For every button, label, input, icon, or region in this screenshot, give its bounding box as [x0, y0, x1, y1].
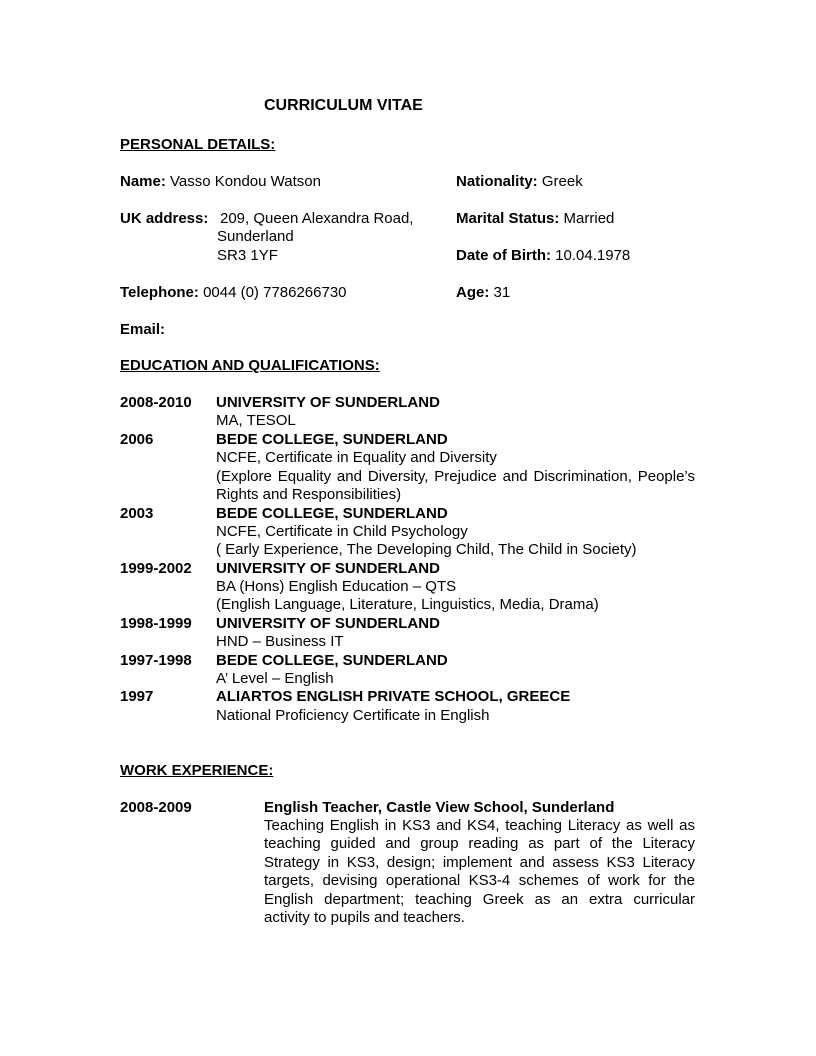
edu-detail: A’ Level – English	[216, 670, 334, 687]
edu-detail: (English Language, Literature, Linguistics, Media, Drama)	[216, 596, 599, 613]
dob-label: Date of Birth:	[456, 247, 551, 264]
edu-detail: MA, TESOL	[216, 412, 296, 429]
edu-school: UNIVERSITY OF SUNDERLAND	[216, 394, 440, 411]
telephone-label: Telephone:	[120, 284, 199, 301]
edu-detail: NCFE, Certificate in Child Psychology	[216, 523, 468, 540]
edu-detail: NCFE, Certificate in Equality and Diversity	[216, 449, 497, 466]
email-label: Email:	[120, 321, 166, 338]
work-year: 2008-2009	[120, 799, 192, 816]
edu-school: BEDE COLLEGE, SUNDERLAND	[216, 431, 448, 448]
edu-year: 1998-1999	[120, 615, 192, 632]
dob-row	[456, 247, 630, 265]
age-label: Age:	[456, 284, 490, 301]
edu-detail: HND – Business IT	[216, 633, 344, 650]
dob-value: 10.04.1978	[555, 247, 631, 264]
work-role: English Teacher, Castle View School, Sunderland	[264, 799, 615, 816]
marital-value: Married	[563, 210, 615, 227]
address-line-3: SR3 1YF	[217, 247, 278, 264]
age-row	[456, 284, 510, 302]
edu-detail: (Explore Equality and Diversity, Prejudice and Discrimination, People’s Rights and Responsibilities)	[216, 468, 695, 503]
address-line-1: 209, Queen Alexandra Road,	[220, 210, 414, 227]
edu-school: BEDE COLLEGE, SUNDERLAND	[216, 505, 448, 522]
nationality-label: Nationality:	[456, 173, 538, 190]
age-value: 31	[493, 284, 511, 301]
edu-detail: ( Early Experience, The Developing Child, The Child in Society)	[216, 541, 637, 558]
edu-year: 1997	[120, 688, 154, 705]
edu-school: ALIARTOS ENGLISH PRIVATE SCHOOL, GREECE	[216, 688, 571, 705]
name-row	[120, 173, 321, 191]
address-line-2: Sunderland	[217, 228, 294, 245]
name-value: Vasso Kondou Watson	[170, 173, 321, 190]
work-heading: WORK EXPERIENCE:	[120, 762, 274, 779]
edu-year: 1999-2002	[120, 560, 192, 577]
name-label: Name:	[120, 173, 166, 190]
marital-row	[456, 210, 614, 228]
personal-details-heading: PERSONAL DETAILS:	[120, 136, 276, 153]
edu-school: UNIVERSITY OF SUNDERLAND	[216, 615, 440, 632]
work-description: Teaching English in KS3 and KS4, teaching Literacy as well as teaching guided and group reading as part of the Literacy Strategy in KS3, design; implement and assess KS3 Literacy targets, devising operational KS3-4 schemes of work for the English department; teaching Greek as an extra curricular activity to pupils and teachers.	[264, 817, 695, 927]
address-label: UK address:	[120, 210, 209, 227]
edu-year: 1997-1998	[120, 652, 192, 669]
edu-year: 2006	[120, 431, 154, 448]
education-heading: EDUCATION AND QUALIFICATIONS:	[120, 357, 380, 374]
document-title: CURRICULUM VITAE	[264, 97, 423, 114]
telephone-value: 0044 (0) 7786266730	[203, 284, 347, 301]
edu-school: BEDE COLLEGE, SUNDERLAND	[216, 652, 448, 669]
nationality-value: Greek	[541, 173, 583, 190]
edu-school: UNIVERSITY OF SUNDERLAND	[216, 560, 440, 577]
telephone-row	[120, 284, 347, 302]
edu-detail: National Proficiency Certificate in English	[216, 707, 490, 724]
edu-year: 2003	[120, 505, 154, 522]
edu-detail: BA (Hons) English Education – QTS	[216, 578, 457, 595]
edu-year: 2008-2010	[120, 394, 192, 411]
nationality-row	[456, 173, 583, 191]
marital-label: Marital Status:	[456, 210, 560, 227]
